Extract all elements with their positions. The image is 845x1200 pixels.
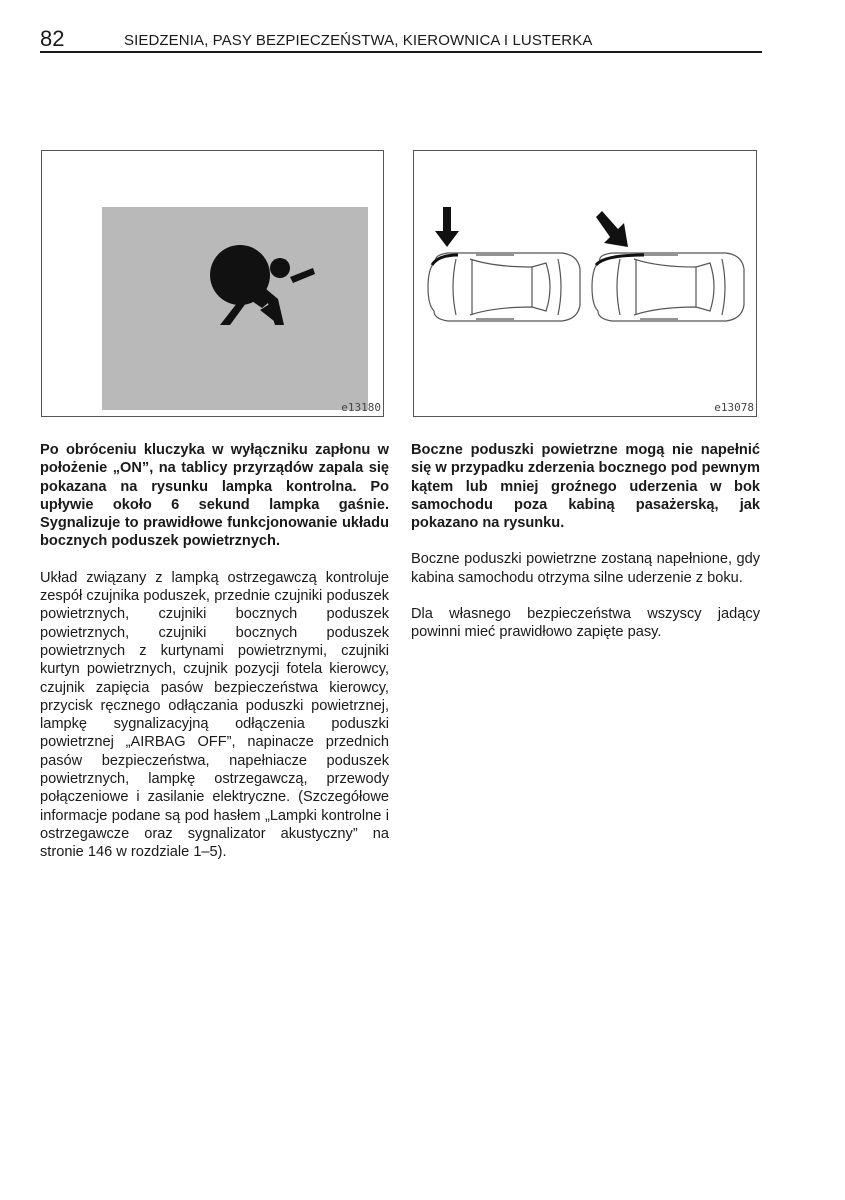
impact-arrow-diagonal-icon [596,211,628,247]
side-airbag-warning-icon [102,207,368,410]
car-right-top-view [592,253,744,321]
page-header-title: SIEDZENIA, PASY BEZPIECZEŃSTWA, KIEROWNICA I LUSTERKA [124,32,593,49]
right-bold-paragraph: Boczne poduszki powietrzne mogą nie napełnić się w przypadku zderzenia bocznego pod pewnym kątem lub mniej groźnego uderzenia w bok samochodu poza kabiną pasażerską, jak pokazano na rysunku. [411,442,760,532]
left-bold-paragraph: Po obróceniu kluczyka w wyłączniku zapłonu w położenie „ON”, na tablicy przyrządów zapala się pokazana na rysunku lampka kontrolna. Po upływie około 6 sekund lampka gaśnie. Sygnalizuje to prawidłowe funkcjonowanie układu bocznych poduszek powietrznych. [40,442,389,550]
left-paragraph: Układ związany z lampką ostrzegawczą kontroluje zespół czujnika poduszek, przednie czujniki poduszek powietrznych, czujniki bocznych poduszek powietrznych, czujniki bocznych poduszek powietrznych z kurtynami powietrznymi, czujniki kurtyn powietrznych, czujnik pozycji fotela kierowcy, czujnik zapięcia pasów bezpieczeństwa kierowcy, przycisk ręcznego odłączania poduszki powietrznej, lampkę sygnalizacyjną odłączenia poduszki powietrznej „AIRBAG OFF”, napinacze przednich pasów bezpieczeństwa, napełniacze poduszek powietrznych, lampkę ostrzegawczą, przewody połączeniowe i zasilanie elektryczne. (Szczegółowe informacje podane są pod hasłem „Lampki kontrolne i ostrzegawcze oraz sygnalizator akustyczny” na stronie 146 w rozdziale 1–5). [40,569,389,861]
figure-code: e13078 [714,401,754,414]
figure-warning-lamp [41,150,384,417]
left-text-column [40,441,389,880]
warning-lamp-panel [102,207,368,410]
impact-arrow-vertical-icon [435,207,459,247]
car-side-collision-diagram [414,151,756,416]
car-left-top-view [428,253,580,321]
right-text-column [411,441,760,660]
header-rule [40,51,762,53]
right-paragraph-2: Dla własnego bezpieczeństwa wszyscy jadący powinni mieć prawidłowo zapięte pasy. [411,606,760,641]
page-number: 82 [40,26,65,51]
figure-code: e13180 [341,401,381,414]
right-paragraph-1: Boczne poduszki powietrzne zostaną napełnione, gdy kabina samochodu otrzyma silne uderzenie z boku. [411,551,760,586]
figure-side-collision [413,150,757,417]
